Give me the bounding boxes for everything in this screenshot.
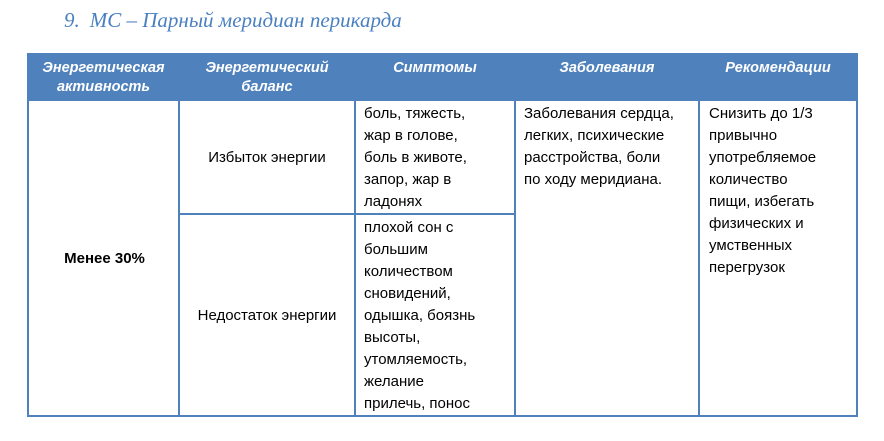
header-recommendations-label: Рекомендации (725, 60, 831, 76)
symptom-line: количеством (364, 263, 453, 280)
section-heading (64, 8, 402, 33)
header-symptoms-label: Симптомы (393, 60, 477, 76)
diseases-cell (515, 100, 699, 416)
balance-cell-deficit: Недостаток энергии (179, 214, 355, 416)
section-title: МС – Парный меридиан перикарда (89, 8, 402, 32)
recommendation-line: физических и (709, 215, 804, 232)
disease-line: по ходу меридиана. (524, 171, 663, 188)
symptom-line: одышка, боязнь (364, 307, 476, 324)
activity-cell: Менее 30% (28, 100, 179, 416)
header-diseases (515, 54, 699, 100)
symptom-line: жар в голове, (364, 127, 458, 144)
table-row (28, 100, 857, 214)
symptom-line: сновидений, (364, 285, 451, 302)
header-row (28, 54, 857, 100)
section-number: 9. (64, 8, 80, 32)
header-symptoms (355, 54, 515, 100)
header-balance-line: баланс (241, 79, 293, 95)
symptom-line: желание (364, 373, 424, 390)
header-activity-line: Энергетическая (42, 60, 165, 76)
symptom-line: большим (364, 241, 428, 258)
symptom-line: ладонях (364, 193, 423, 210)
header-activity (28, 54, 179, 100)
recommendation-line: употребляемое (709, 149, 817, 166)
meridian-table (27, 53, 858, 417)
symptom-line: запор, жар в (364, 171, 452, 188)
symptoms-cell-deficit (355, 214, 515, 416)
symptom-line: утомляемость, (364, 351, 468, 368)
symptoms-cell-excess (355, 100, 515, 214)
recommendation-line: перегрузок (709, 259, 785, 276)
header-activity-line: активность (56, 79, 151, 95)
symptom-line: боль в животе, (364, 149, 467, 166)
recommendation-line: умственных (709, 237, 793, 254)
header-balance-line: Энергетический (205, 60, 329, 76)
recommendation-line: Снизить до 1/3 (709, 105, 813, 122)
symptom-line: плохой сон с (364, 219, 454, 236)
header-recommendations (699, 54, 857, 100)
symptom-line: высоты, (364, 329, 421, 346)
recommendations-cell (699, 100, 857, 416)
recommendation-line: привычно (709, 127, 778, 144)
disease-line: Заболевания сердца, (524, 105, 674, 122)
symptom-line: прилечь, понос (364, 395, 470, 412)
disease-line: расстройства, боли (524, 149, 661, 166)
disease-line: легких, психические (524, 127, 665, 144)
recommendation-line: количество (709, 171, 788, 188)
header-diseases-label: Заболевания (559, 60, 655, 76)
symptom-line: боль, тяжесть, (364, 105, 466, 122)
balance-cell-excess: Избыток энергии (179, 100, 355, 214)
recommendation-line: пищи, избегать (709, 193, 815, 210)
header-balance (179, 54, 355, 100)
